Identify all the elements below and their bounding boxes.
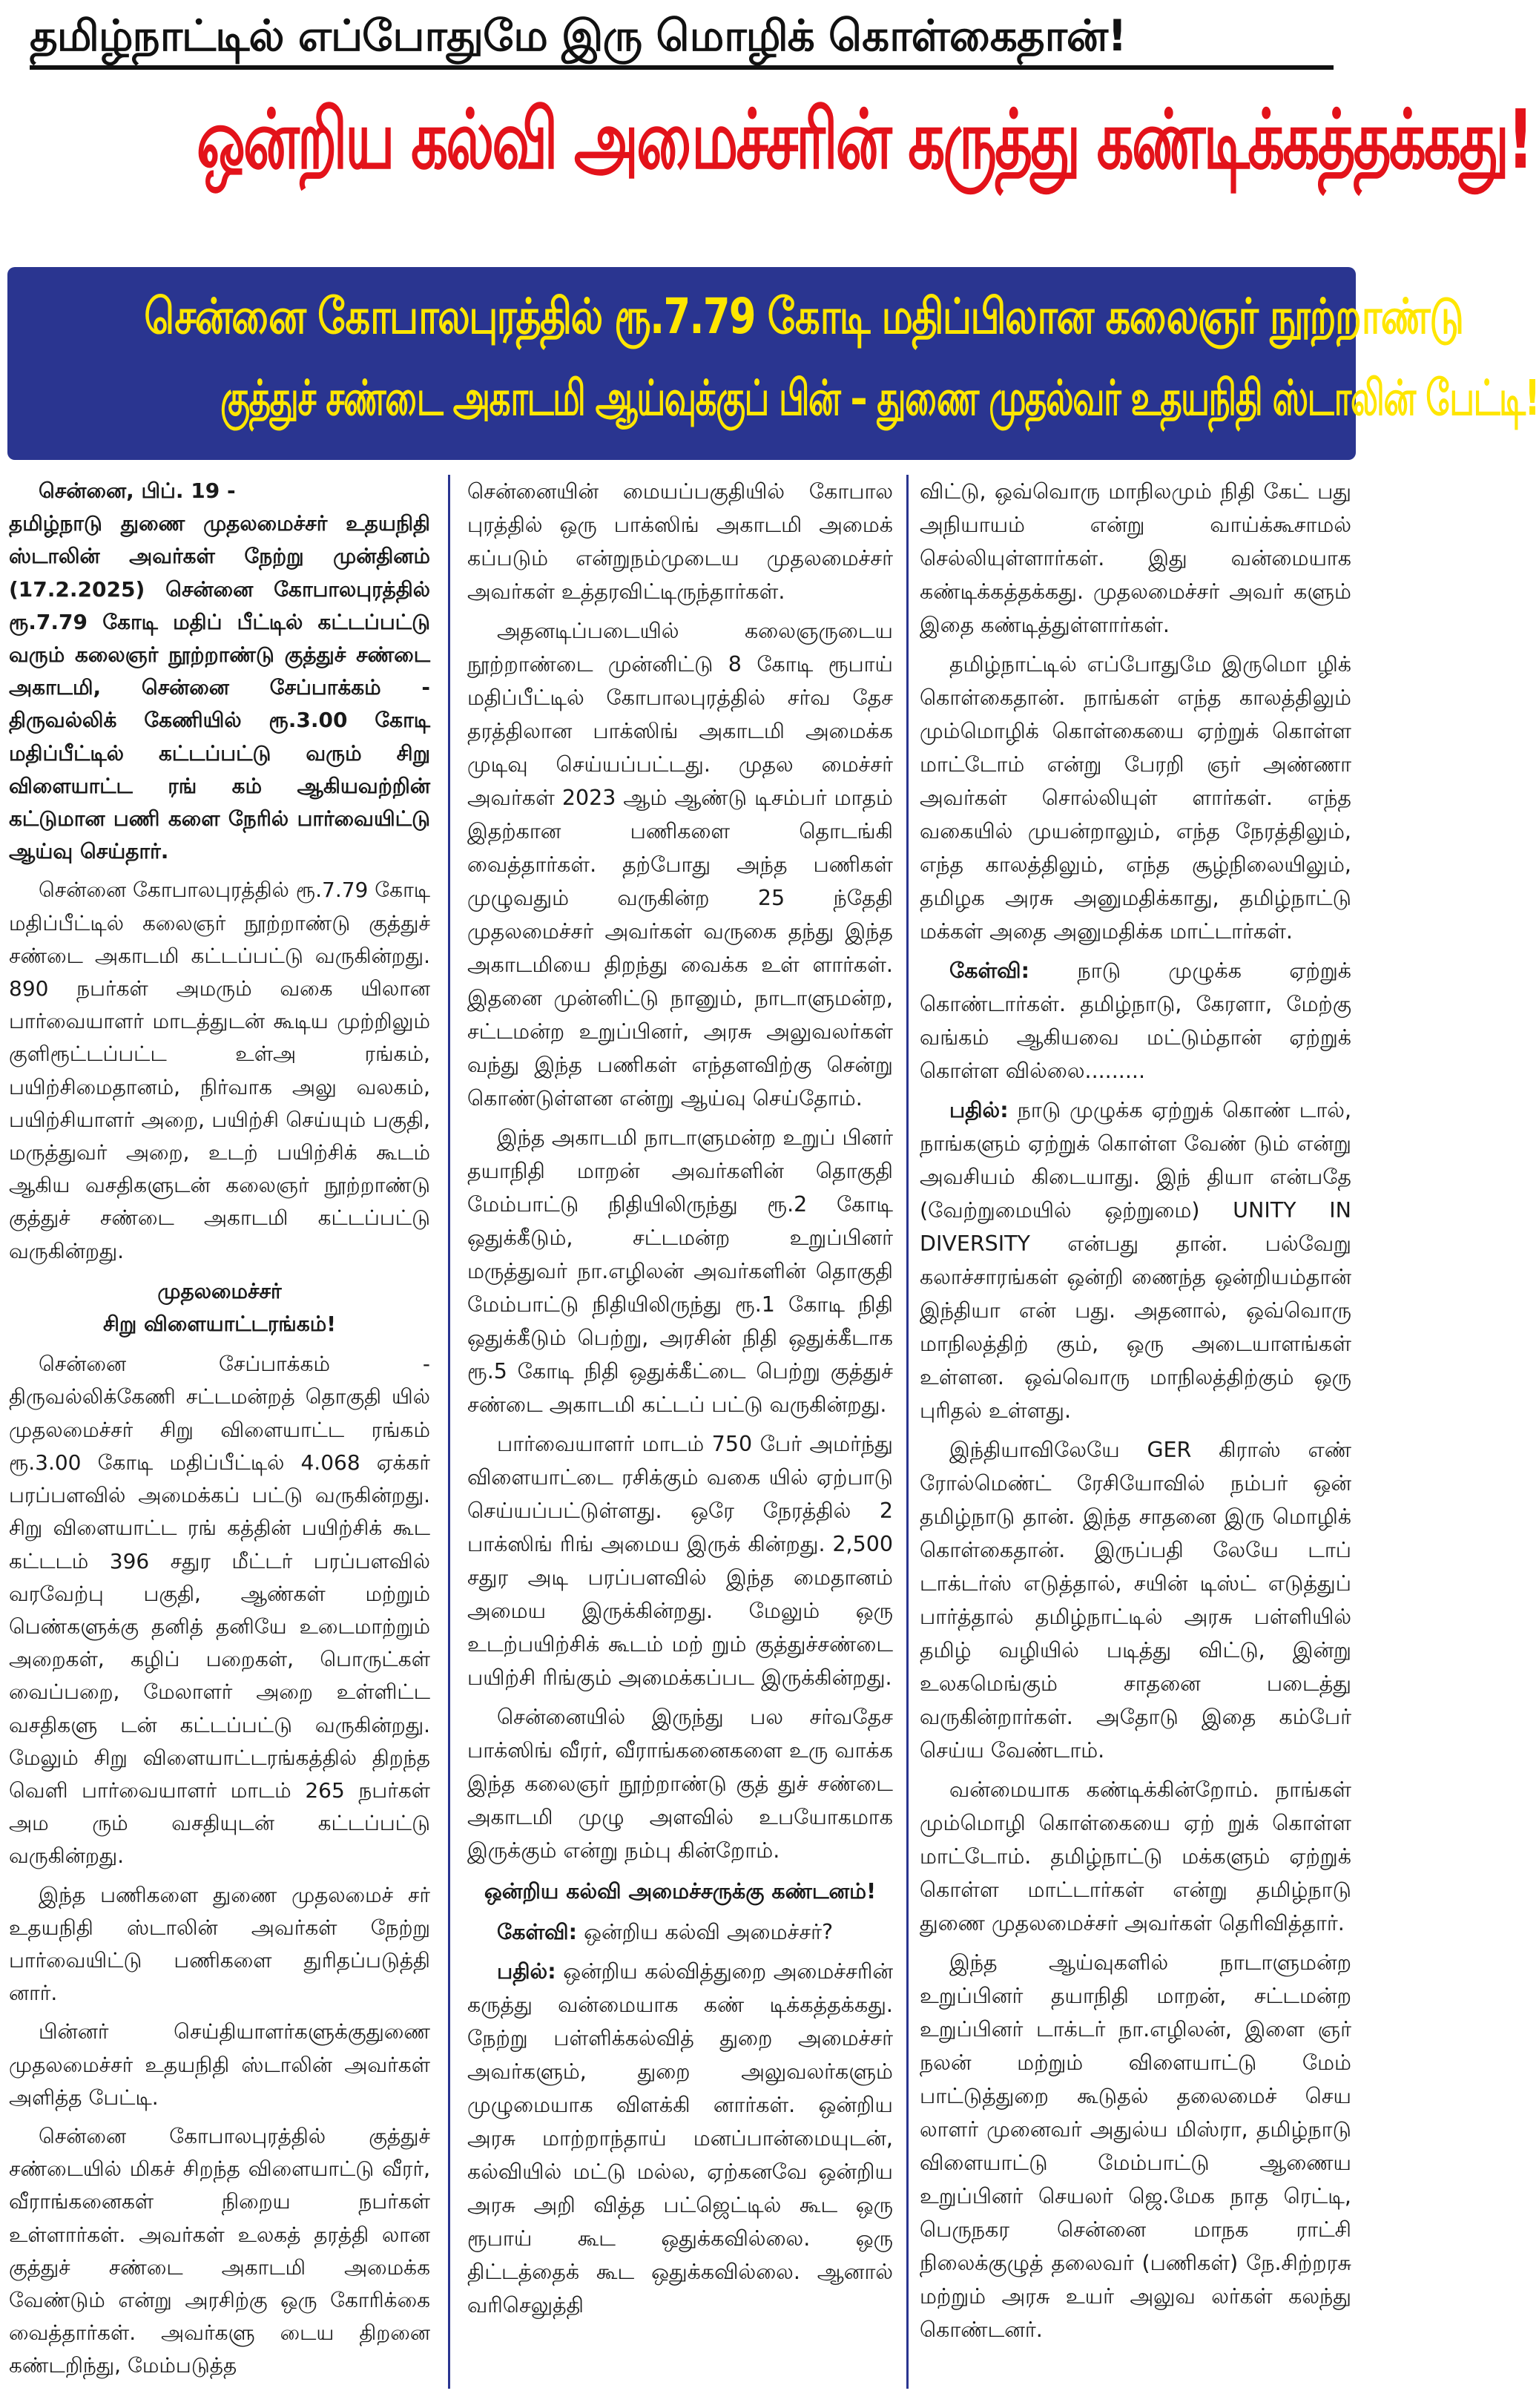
answer-text: நாடு முழுக்க ஏற்றுக் கொண் டால், நாங்களும் ஏற்றுக் கொள்ள வேண் டும் என்று அவசியம் கிடையாது. இந் தியா என்பதே (வேற்றுமையில் ஒற்றுமை) UNITY IN DIVERSITY என்பது தான். பல்வேறு கலாச்சாரங்கள் ஒன்றி ணைந்த ஒன்றியம்தான் இந்தியா என் பது. அதனால், ஒவ்வொரு மாநிலத்திற் கும், ஒரு அடையாளங்கள் உள்ளன. ஒவ்வொரு மாநிலத்திற்கும் ஒரு புரிதல் உள்ளது. [920, 1098, 1352, 1423]
paragraph: சென்னை கோபாலபுரத்தில் குத்துச் சண்டையில் மிகச் சிறந்த விளையாட்டு வீரர், வீராங்கனைகள் நிறைய நபர்கள் உள்ளார்கள். அவர்கள் உலகத் தரத்தி லான குத்துச் சண்டை அகாடமி அமைக்க வேண்டும் என்று அரசிற்கு ஒரு கோரிக்கை வைத்தார்கள். அவர்களு டைய திறனை கண்டறிந்து, மேம்படுத்த [9, 2123, 430, 2378]
paragraph: தமிழ்நாட்டில் எப்போதுமே இருமொ ழிக் கொள்கைதான். நாங்கள் எந்த காலத்திலும் மும்மொழிக் கொள்கையை ஏற்றுக் கொள்ள மாட்டோம் என்று பேரறி ஞர் அண்ணா அவர்கள் சொல்லியுள் ளார்கள். எந்த வகையில் முயன்றாலும், எந்த நேரத்திலும், எந்த காலத்திலும், எந்த சூழ்நிலையிலும், தமிழக அரசு அனுமதிக்காது, தமிழ்நாட்டு மக்கள் அதை அனுமதிக்க மாட்டார்கள். [920, 652, 1351, 944]
article-column-1 [9, 475, 430, 2389]
paragraph: பார்வையாளர் மாடம் 750 பேர் அமர்ந்து விளையாட்டை ரசிக்கும் வகை யில் ஏற்பாடு செய்யப்பட்டுள்ளது. ஒரே நேரத்தில் 2 பாக்ஸிங் ரிங் அமைய இருக் கின்றது. 2,500 சதுர அடி பரப்பளவில் இந்த மைதானம் அமைய இருக்கின்றது. மேலும் ஒரு உடற்பயிற்சிக் கூடம் மற் றும் குத்துச்சண்டை பயிற்சி ரிங்கும் அமைக்கப்பட இருக்கின்றது. [467, 1432, 893, 1690]
paragraph: சென்னை கோபாலபுரத்தில் ரூ.7.79 கோடி மதிப்பீட்டில் கலைஞர் நூற்றாண்டு குத்துச் சண்டை அகாடமி கட்டப்பட்டு வருகின்றது. 890 நபர்கள் அமரும் வகை யிலான பார்வையாளர் மாடத்துடன் கூடிய முற்றிலும் குளிரூட்டப்பட்ட உள்அ ரங்கம், பயிற்சிமைதானம், நிர்வாக அலு வலகம், பயிற்சியாளர் அறை, பயிற்சி செய்யும் பகுதி, மருத்துவர் அறை, உடற் பயிற்சிக் கூடம் ஆகிய வசதிகளுடன் கலைஞர் நூற்றாண்டு குத்துச் சண்டை அகாடமி கட்டப்பட்டு வருகின்றது. [9, 878, 430, 1263]
lead-paragraph [9, 475, 430, 868]
headline-banner [0, 77, 1532, 255]
kicker-underline [30, 65, 1334, 70]
article-column-3 [920, 475, 1351, 2352]
kicker-text: தமிழ்நாட்டில் எப்போதுமே இரு மொழிக் கொள்கைதான்! [30, 10, 1127, 61]
column-divider [906, 475, 909, 2389]
subheadline-line-2: குத்துச் சண்டை அகாடமி ஆய்வுக்குப் பின் – துணை முதல்வர் உதயநிதி ஸ்டாலின் பேட்டி! [220, 369, 1539, 427]
paragraph: வன்மையாக கண்டிக்கின்றோம். நாங்கள் மும்மொழி கொள்கையை ஏற் றுக் கொள்ள மாட்டோம். தமிழ்நாட்டு மக்களும் ஏற்றுக் கொள்ள மாட்டார்கள் என்று தமிழ்நாடு துணை முதலமைச்சர் அவர்கள் தெரிவித்தார். [920, 1777, 1351, 1935]
question-text: ஒன்றிய கல்வி அமைச்சர்? [584, 1920, 834, 1944]
paragraph: இந்த பணிகளை துணை முதலமைச் சர் உதயநிதி ஸ்டாலின் அவர்கள் நேற்று பார்வையிட்டு பணிகளை துரிதப்படுத்தி னார். [9, 1882, 430, 2006]
subheading-line-1: முதலமைச்சர் [157, 1278, 282, 1303]
subheading [9, 1275, 430, 1340]
column-divider [448, 475, 450, 2389]
headline-text: ஒன்றிய கல்வி அமைச்சரின் கருத்து கண்டிக்கத்தக்கது! [197, 92, 1532, 187]
paragraph: அதனடிப்படையில் கலைஞருடைய நூற்றாண்டை முன்னிட்டு 8 கோடி ரூபாய் மதிப்பீட்டில் கோபாலபுரத்தில் சர்வ தேச தரத்திலான பாக்ஸிங் அகாடமி அமைக்க முடிவு செய்யப்பட்டது. முதல மைச்சர் அவர்கள் 2023 ஆம் ஆண்டு டிசம்பர் மாதம் இதற்கான பணிகளை தொடங்கி வைத்தார்கள். தற்போது அந்த பணிகள் முழுவதும் வருகின்ற 25 ந்தேதி முதலமைச்சர் அவர்கள் வருகை தந்து இந்த அகாடமியை திறந்து வைக்க உள் ளார்கள். இதனை முன்னிட்டு நானும், நாடாளுமன்ற, சட்டமன்ற உறுப்பினர், அரசு அலுவலர்கள் வந்து இந்த பணிகள் எந்தளவிற்கு சென்று கொண்டுள்ளன என்று ஆய்வு செய்தோம். [467, 619, 893, 1111]
paragraph: சென்னை சேப்பாக்கம் - திருவல்லிக்கேணி சட்டமன்றத் தொகுதி யில் முதலமைச்சர் சிறு விளையாட்ட ரங்கம் ரூ.3.00 கோடி மதிப்பீட்டில் 4.068 ஏக்கர் பரப்பளவில் அமைக்கப் பட்டு வருகின்றது. சிறு விளையாட்ட ரங் கத்தின் பயிற்சிக் கூட கட்டடம் 396 சதுர மீட்டர் பரப்பளவில் வரவேற்பு பகுதி, ஆண்கள் மற்றும் பெண்களுக்கு தனித் தனியே உடைமாற்றும் அறைகள், கழிப் பறைகள், பொருட்கள் வைப்பறை, மேலாளர் அறை உள்ளிட்ட வசதிகளு டன் கட்டப்பட்டு வருகின்றது. மேலும் சிறு விளையாட்டரங்கத்தில் திறந்த வெளி பார்வையாளர் மாடம் 265 நபர்கள் அம ரும் வசதியுடன் கட்டப்பட்டு வருகின்றது. [9, 1352, 430, 1869]
question-label: கேள்வி: [497, 1920, 578, 1944]
paragraph: விட்டு, ஒவ்வொரு மாநிலமும் நிதி கேட் பது அநியாயம் என்று வாய்க்கூசாமல் செல்லியுள்ளார்கள். இது வன்மையாக கண்டிக்கத்தக்கது. முதலமைச்சர் அவர் களும் இதை கண்டித்துள்ளார்கள். [920, 479, 1351, 637]
paragraph: பின்னர் செய்தியாளர்களுக்குதுணை முதலமைச்சர் உதயநிதி ஸ்டாலின் அவர்கள் அளித்த பேட்டி. [9, 2019, 430, 2110]
paragraph: இந்த அகாடமி நாடாளுமன்ற உறுப் பினர் தயாநிதி மாறன் அவர்களின் தொகுதி மேம்பாட்டு நிதியிலிருந்து ரூ.2 கோடி ஒதுக்கீடும், சட்டமன்ற உறுப்பினர் மருத்துவர் நா.எழிலன் அவர்களின் தொகுதி மேம்பாட்டு நிதியிலிருந்து ரூ.1 கோடி நிதி ஒதுக்கீடும் பெற்று, அரசின் நிதி ஒதுக்கீடாக ரூ.5 கோடி நிதி ஒதுக்கீட்டை பெற்று குத்துச் சண்டை அகாடமி கட்டப் பட்டு வருகின்றது. [467, 1125, 893, 1417]
lead-text: தமிழ்நாடு துணை முதலமைச்சர் உதயநிதி ஸ்டாலின் அவர்கள் நேற்று முன்தினம் (17.2.2025) சென்னை கோபாலபுரத்தில் ரூ.7.79 கோடி மதிப் பீட்டில் கட்டப்பட்டு வரும் கலைஞர் நூற்றாண்டு குத்துச் சண்டை அகாடமி, சென்னை சேப்பாக்கம் - திருவல்லிக் கேணியில் ரூ.3.00 கோடி மதிப்பீட்டில் கட்டப்பட்டு வரும் சிறு விளையாட்ட ரங் கம் ஆகியவற்றின் கட்டுமான பணி களை நேரில் பார்வையிட்டு ஆய்வு செய்தார். [9, 511, 430, 864]
article-column-2 [467, 475, 893, 2328]
paragraph: சென்னையின் மையப்பகுதியில் கோபால புரத்தில் ஒரு பாக்ஸிங் அகாடமி அமைக் கப்படும் என்றுநம்முடைய முதலமைச்சர் அவர்கள் உத்தரவிட்டிருந்தார்கள். [467, 479, 893, 604]
answer-text: ஒன்றிய கல்வித்துறை அமைச்சரின் கருத்து வன்மையாக கண் டிக்கத்தக்கது. நேற்று பள்ளிக்கல்வித் துறை அமைச்சர் அவர்களும், துறை அலுவலர்களும் முழுமையாக விளக்கி னார்கள். ஒன்றிய அரசு மாற்றாந்தாய் மனப்பான்மையுடன், கல்வியில் மட்டு மல்ல, ஏற்கனவே ஒன்றிய அரசு அறி வித்த பட்ஜெட்டில் கூட ஒரு ரூபாய் கூட ஒதுக்கவில்லை. ஒரு திட்டத்தைக் கூட ஒதுக்கவில்லை. ஆனால் வரிசெலுத்தி [467, 1959, 894, 2317]
paragraph: இந்தியாவிலேயே GER கிராஸ் எண் ரோல்மெண்ட் ரேசியோவில் நம்பர் ஒன் தமிழ்நாடு தான். இந்த சாதனை இரு மொழிக் கொள்கைதான். இருப்பதி லேயே டாப் டாக்டர்ஸ் எடுத்தால், சயின் டிஸ்ட் எடுத்துப் பார்த்தால் தமிழ்நாட்டில் அரசு பள்ளியில் தமிழ் வழியில் படித்து விட்டு, இன்று உலகமெங்கும் சாதனை படைத்து வருகின்றார்கள். அதோடு இதை கம்பேர் செய்ய வேண்டாம். [920, 1438, 1351, 1763]
subheading: ஒன்றிய கல்வி அமைச்சருக்கு கண்டனம்! [484, 1879, 877, 1904]
subheadline-box [7, 267, 1539, 460]
dateline: சென்னை, பிப். 19 - [39, 478, 236, 503]
kicker-banner [0, 0, 1363, 74]
question-paragraph [920, 954, 1351, 1088]
question-text: நாடு முழுக்க ஏற்றுக் கொண்டார்கள். தமிழ்நாடு, கேரளா, மேற்கு வங்கம் ஆகியவை மட்டும்தான் ஏற்றுக் கொள்ள வில்லை......... [920, 958, 1352, 1083]
subheadline-line-1: சென்னை கோபாலபுரத்தில் ரூ.7.79 கோடி மதிப்பிலான கலைஞர் நூற்றாண்டு [144, 288, 1463, 345]
answer-paragraph [467, 1955, 893, 2322]
answer-label: பதில்: [497, 1959, 556, 1984]
question-paragraph [467, 1915, 893, 1949]
question-label: கேள்வி: [949, 958, 1030, 983]
subheading-line-2: சிறு விளையாட்டரங்கம்! [102, 1312, 337, 1337]
answer-label: பதில்: [949, 1098, 1009, 1122]
answer-paragraph [920, 1093, 1351, 1427]
paragraph: இந்த ஆய்வுகளில் நாடாளுமன்ற உறுப்பினர் தயாநிதி மாறன், சட்டமன்ற உறுப்பினர் டாக்டர் நா.எழிலன், இளை ஞர் நலன் மற்றும் விளையாட்டு மேம் பாட்டுத்துறை கூடுதல் தலைமைச் செய லாளர் முனைவர் அதுல்ய மிஸ்ரா, தமிழ்நாடு விளையாட்டு மேம்பாட்டு ஆணைய உறுப்பினர் செயலர் ஜெ.மேக நாத ரெட்டி, பெருநகர சென்னை மாநக ராட்சி நிலைக்குழுத் தலைவர் (பணிகள்) நே.சிற்றரசு மற்றும் அரசு உயர் அலுவ லர்கள் கலந்து கொண்டனர். [920, 1950, 1351, 2342]
paragraph: சென்னையில் இருந்து பல சர்வதேச பாக்ஸிங் வீரர், வீராங்கனைகளை உரு வாக்க இந்த கலைஞர் நூற்றாண்டு குத் துச் சண்டை அகாடமி முழு அளவில் உபயோகமாக இருக்கும் என்று நம்பு கின்றோம். [467, 1705, 893, 1863]
